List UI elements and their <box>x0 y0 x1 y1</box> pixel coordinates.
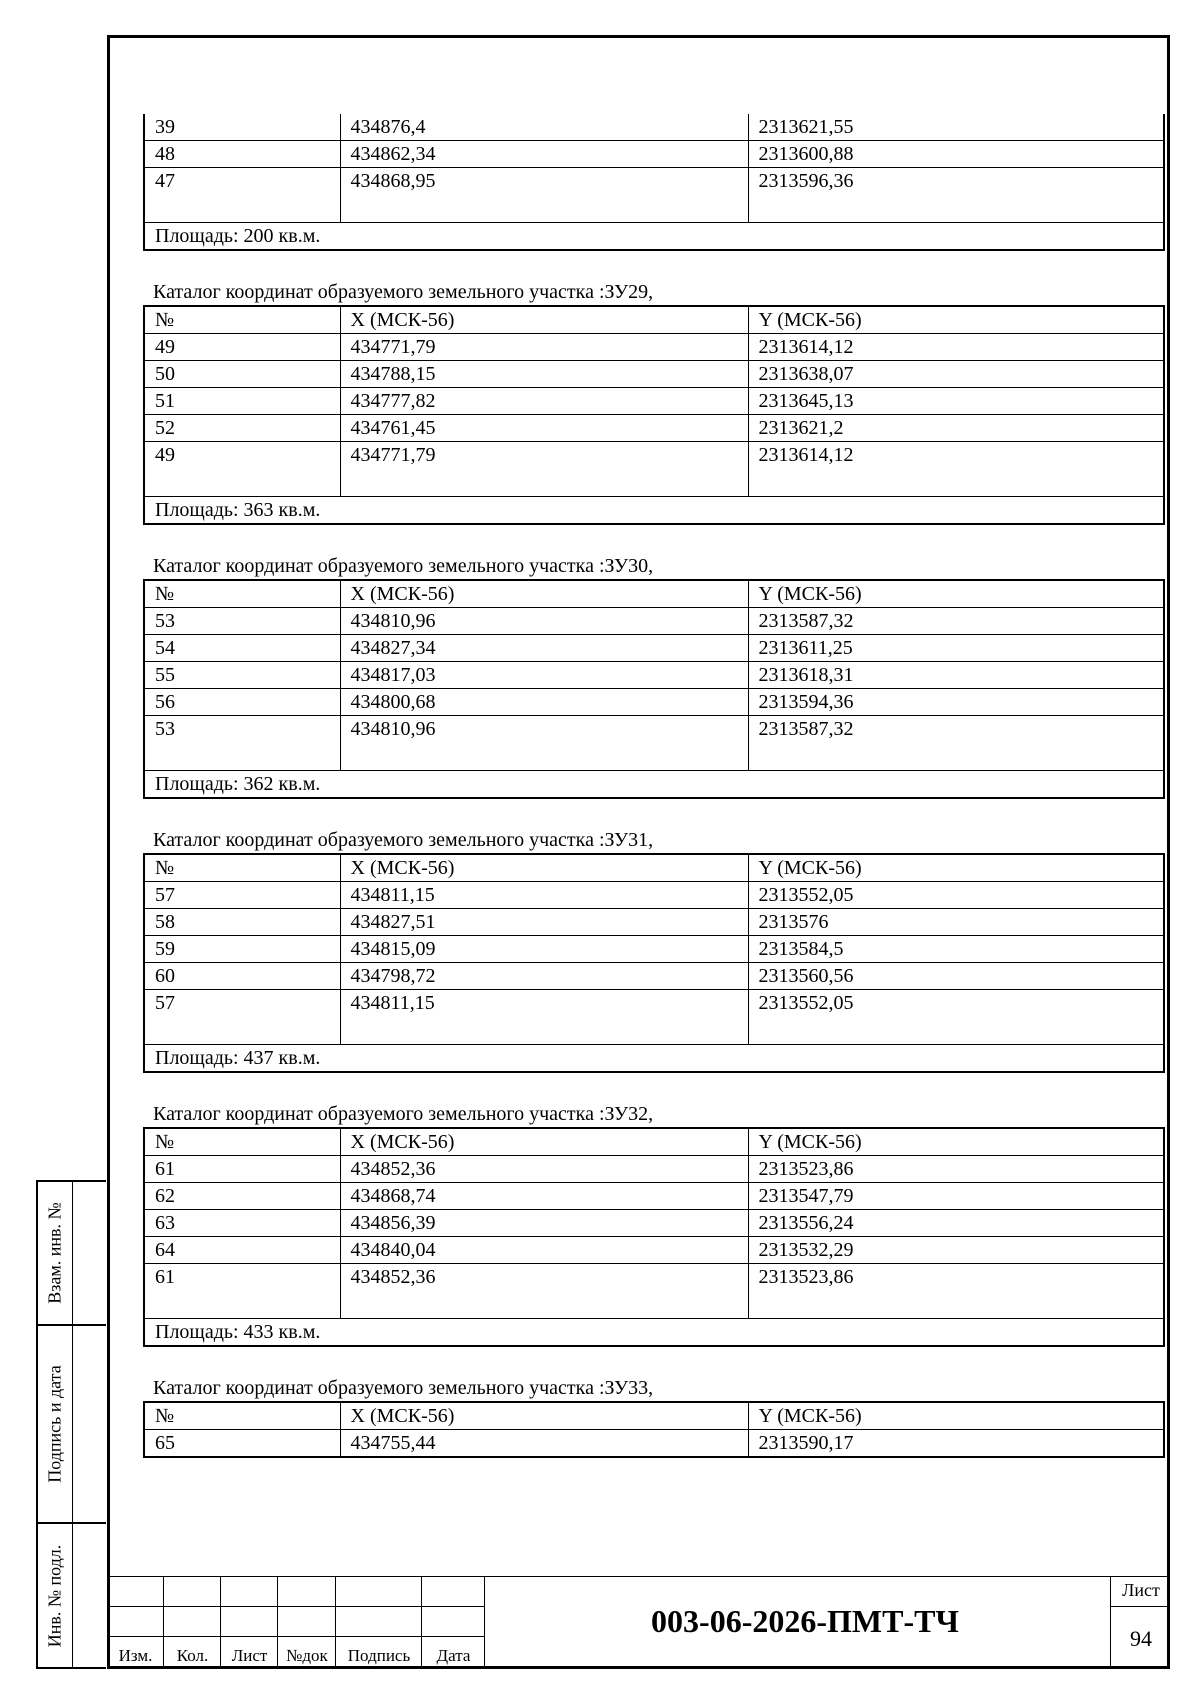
y-coordinate: 2313523,86 <box>748 1156 1164 1183</box>
point-number: 52 <box>144 415 340 442</box>
y-coordinate: 2313614,12 <box>748 442 1164 497</box>
table-header <box>144 854 1164 882</box>
column-header: Y (МСК-56) <box>748 580 1164 608</box>
parcel-caption: Каталог координат образуемого земельного участка :ЗУ31, <box>153 829 654 851</box>
table-row <box>144 1264 1164 1319</box>
table-row <box>144 990 1164 1045</box>
table-header <box>144 306 1164 334</box>
y-coordinate: 2313614,12 <box>748 334 1164 361</box>
y-coordinate: 2313552,05 <box>748 882 1164 909</box>
y-coordinate: 2313556,24 <box>748 1210 1164 1237</box>
table-header <box>144 580 1164 608</box>
x-coordinate: 434862,34 <box>340 141 748 168</box>
y-coordinate: 2313552,05 <box>748 990 1164 1045</box>
point-number: 62 <box>144 1183 340 1210</box>
column-header: X (МСК-56) <box>340 854 748 882</box>
x-coordinate: 434811,15 <box>340 882 748 909</box>
x-coordinate: 434827,34 <box>340 635 748 662</box>
column-header: Y (МСК-56) <box>748 1128 1164 1156</box>
point-number: 60 <box>144 963 340 990</box>
x-coordinate: 434761,45 <box>340 415 748 442</box>
point-number: 50 <box>144 361 340 388</box>
x-coordinate: 434810,96 <box>340 716 748 771</box>
y-coordinate: 2313523,86 <box>748 1264 1164 1319</box>
point-number: 65 <box>144 1430 340 1458</box>
table-row <box>144 1430 1164 1458</box>
column-header: X (МСК-56) <box>340 1128 748 1156</box>
column-podpis: Подпись <box>347 1646 411 1665</box>
table-row <box>144 415 1164 442</box>
area-row <box>144 1319 1164 1347</box>
area-value: Площадь: 433 кв.м. <box>144 1319 1164 1347</box>
point-number: 54 <box>144 635 340 662</box>
column-header: X (МСК-56) <box>340 580 748 608</box>
table-row <box>144 662 1164 689</box>
side-label-podpis: Подпись и дата <box>44 1365 65 1483</box>
table-row <box>144 334 1164 361</box>
x-coordinate: 434856,39 <box>340 1210 748 1237</box>
point-number: 53 <box>144 716 340 771</box>
x-coordinate: 434852,36 <box>340 1264 748 1319</box>
y-coordinate: 2313590,17 <box>748 1430 1164 1458</box>
y-coordinate: 2313618,31 <box>748 662 1164 689</box>
y-coordinate: 2313621,55 <box>748 114 1164 141</box>
table-row <box>144 608 1164 635</box>
column-header: Y (МСК-56) <box>748 306 1164 334</box>
x-coordinate: 434811,15 <box>340 990 748 1045</box>
area-row <box>144 497 1164 525</box>
y-coordinate: 2313594,36 <box>748 689 1164 716</box>
coordinates-table <box>143 305 1165 525</box>
x-coordinate: 434817,03 <box>340 662 748 689</box>
area-value: Площадь: 362 кв.м. <box>144 771 1164 799</box>
x-coordinate: 434755,44 <box>340 1430 748 1458</box>
point-number: 53 <box>144 608 340 635</box>
parcel-caption: Каталог координат образуемого земельного участка :ЗУ30, <box>153 555 654 577</box>
point-number: 56 <box>144 689 340 716</box>
table-row <box>144 442 1164 497</box>
column-header: № <box>144 1128 340 1156</box>
point-number: 59 <box>144 936 340 963</box>
table-row <box>144 689 1164 716</box>
table-row <box>144 114 1164 141</box>
y-coordinate: 2313611,25 <box>748 635 1164 662</box>
side-stamp-vzam <box>36 1180 106 1326</box>
area-value: Площадь: 200 кв.м. <box>144 223 1164 251</box>
x-coordinate: 434800,68 <box>340 689 748 716</box>
y-coordinate: 2313576 <box>748 909 1164 936</box>
x-coordinate: 434788,15 <box>340 361 748 388</box>
point-number: 39 <box>144 114 340 141</box>
parcel-caption: Каталог координат образуемого земельного участка :ЗУ33, <box>153 1377 654 1399</box>
coordinates-table <box>143 853 1165 1073</box>
x-coordinate: 434827,51 <box>340 909 748 936</box>
column-header: № <box>144 580 340 608</box>
table-row <box>144 936 1164 963</box>
table-row <box>144 361 1164 388</box>
x-coordinate: 434798,72 <box>340 963 748 990</box>
point-number: 57 <box>144 882 340 909</box>
table-row <box>144 1210 1164 1237</box>
table-row <box>144 388 1164 415</box>
sheet-label: Лист <box>1122 1580 1160 1600</box>
point-number: 57 <box>144 990 340 1045</box>
point-number: 48 <box>144 141 340 168</box>
point-number: 58 <box>144 909 340 936</box>
table-row <box>144 635 1164 662</box>
x-coordinate: 434771,79 <box>340 334 748 361</box>
area-row <box>144 771 1164 799</box>
x-coordinate: 434868,74 <box>340 1183 748 1210</box>
x-coordinate: 434852,36 <box>340 1156 748 1183</box>
column-list: Лист <box>231 1646 268 1665</box>
column-header: № <box>144 306 340 334</box>
point-number: 51 <box>144 388 340 415</box>
table-row <box>144 1183 1164 1210</box>
parcel-caption: Каталог координат образуемого земельного участка :ЗУ29, <box>153 281 654 303</box>
column-header: Y (МСК-56) <box>748 1402 1164 1430</box>
x-coordinate: 434840,04 <box>340 1237 748 1264</box>
continuation-table <box>143 114 1165 251</box>
area-row <box>144 1045 1164 1073</box>
x-coordinate: 434876,4 <box>340 114 748 141</box>
side-stamp-podpis <box>36 1324 106 1524</box>
y-coordinate: 2313587,32 <box>748 608 1164 635</box>
y-coordinate: 2313587,32 <box>748 716 1164 771</box>
y-coordinate: 2313600,88 <box>748 141 1164 168</box>
area-value: Площадь: 437 кв.м. <box>144 1045 1164 1073</box>
table-row <box>144 168 1164 223</box>
parcel-caption: Каталог координат образуемого земельного участка :ЗУ32, <box>153 1103 654 1125</box>
table-header <box>144 1402 1164 1430</box>
point-number: 61 <box>144 1156 340 1183</box>
coordinates-table <box>143 1127 1165 1347</box>
table-row <box>144 1156 1164 1183</box>
sheet-number: 94 <box>1130 1626 1152 1651</box>
point-number: 47 <box>144 168 340 223</box>
y-coordinate: 2313560,56 <box>748 963 1164 990</box>
point-number: 55 <box>144 662 340 689</box>
coordinates-table <box>143 579 1165 799</box>
table-row <box>144 141 1164 168</box>
y-coordinate: 2313645,13 <box>748 388 1164 415</box>
side-label-inv: Инв. № подл. <box>44 1544 65 1647</box>
column-header: Y (МСК-56) <box>748 854 1164 882</box>
table-row <box>144 716 1164 771</box>
column-data: Дата <box>436 1646 471 1665</box>
x-coordinate: 434810,96 <box>340 608 748 635</box>
point-number: 64 <box>144 1237 340 1264</box>
side-label-vzam: Взам. инв. № <box>44 1202 65 1304</box>
table-header <box>144 1128 1164 1156</box>
y-coordinate: 2313596,36 <box>748 168 1164 223</box>
x-coordinate: 434777,82 <box>340 388 748 415</box>
point-number: 49 <box>144 442 340 497</box>
area-row <box>144 223 1164 251</box>
table-row <box>144 963 1164 990</box>
column-header: № <box>144 1402 340 1430</box>
x-coordinate: 434868,95 <box>340 168 748 223</box>
table-row <box>144 1237 1164 1264</box>
point-number: 63 <box>144 1210 340 1237</box>
column-header: № <box>144 854 340 882</box>
point-number: 49 <box>144 334 340 361</box>
table-row <box>144 882 1164 909</box>
y-coordinate: 2313532,29 <box>748 1237 1164 1264</box>
y-coordinate: 2313621,2 <box>748 415 1164 442</box>
x-coordinate: 434771,79 <box>340 442 748 497</box>
document-content <box>143 114 1163 1458</box>
document-number: 003-06-2026-ПМТ-ТЧ <box>651 1603 959 1639</box>
column-header: X (МСК-56) <box>340 306 748 334</box>
point-number: 61 <box>144 1264 340 1319</box>
y-coordinate: 2313638,07 <box>748 361 1164 388</box>
y-coordinate: 2313547,79 <box>748 1183 1164 1210</box>
table-row <box>144 909 1164 936</box>
coordinates-table <box>143 1401 1165 1458</box>
side-stamp-inv <box>36 1522 106 1669</box>
x-coordinate: 434815,09 <box>340 936 748 963</box>
column-izm: Изм. <box>118 1646 153 1665</box>
column-kol: Кол. <box>176 1646 209 1665</box>
column-header: X (МСК-56) <box>340 1402 748 1430</box>
y-coordinate: 2313584,5 <box>748 936 1164 963</box>
area-value: Площадь: 363 кв.м. <box>144 497 1164 525</box>
column-ndok: №док <box>286 1646 328 1665</box>
